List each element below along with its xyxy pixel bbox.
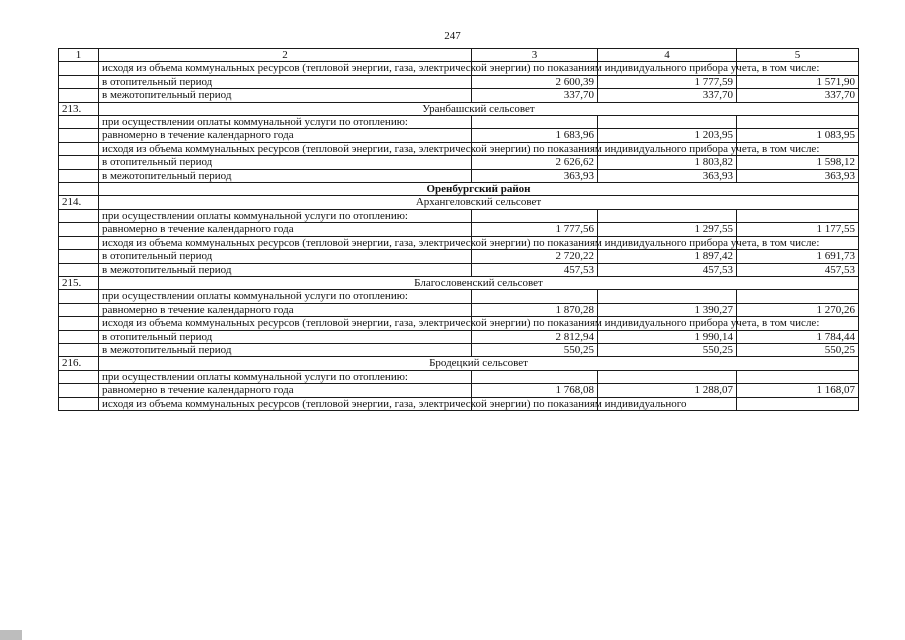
section-index: 216. [59,357,99,370]
index-cell [59,384,99,397]
tariff-table [58,48,859,411]
row-label: исходя из объема коммунальных ресурсов (тепловой энергии, газа, электрической энергии) по показаниям индивидуального прибора учета, в том числе: [99,142,472,155]
table-row [59,384,859,397]
value-col-3 [472,290,598,303]
section-row [59,276,859,289]
index-cell [59,397,99,410]
index-cell [59,317,99,330]
row-label: исходя из объема коммунальных ресурсов (тепловой энергии, газа, электрической энергии) по показаниям индивидуального [99,397,472,410]
value-col-5: 1 571,90 [737,75,859,88]
value-col-4: 550,25 [598,343,737,356]
table-row [59,142,859,155]
index-cell [59,263,99,276]
header-cell-2: 2 [99,49,472,62]
value-col-3: 1 777,56 [472,223,598,236]
value-col-5: 1 177,55 [737,223,859,236]
value-col-5: 337,70 [737,89,859,102]
table-row [59,169,859,182]
section-row [59,102,859,115]
table-row [59,209,859,222]
table-row [59,236,859,249]
value-col-3: 2 812,94 [472,330,598,343]
index-cell [59,209,99,222]
row-label: в межотопительный период [99,343,472,356]
row-label: равномерно в течение календарного года [99,129,472,142]
value-col-3: 1 870,28 [472,303,598,316]
value-col-4: 1 990,14 [598,330,737,343]
value-col-3: 2 720,22 [472,250,598,263]
row-label: в отопительный период [99,330,472,343]
index-cell [59,290,99,303]
section-index: 213. [59,102,99,115]
value-col-3: 337,70 [472,89,598,102]
row-label: при осуществлении оплаты коммунальной услуги по отоплению: [99,116,472,129]
index-cell [59,89,99,102]
value-col-4: 457,53 [598,263,737,276]
value-col-5: 1 691,73 [737,250,859,263]
value-col-3 [472,116,598,129]
index-cell [59,156,99,169]
value-col-4: 1 288,07 [598,384,737,397]
page-number: 247 [444,30,461,42]
index-cell [59,142,99,155]
value-col-3: 1 683,96 [472,129,598,142]
value-col-3: 2 600,39 [472,75,598,88]
value-col-3: 2 626,62 [472,156,598,169]
value-col-5: 1 270,26 [737,303,859,316]
table-row [59,303,859,316]
row-label: в межотопительный период [99,89,472,102]
index-cell [59,370,99,383]
value-col-5 [737,370,859,383]
table-row [59,370,859,383]
table-row [59,317,859,330]
header-cell-5: 5 [737,49,859,62]
value-col-5: 363,93 [737,169,859,182]
value-col-3: 363,93 [472,169,598,182]
value-col-4: 363,93 [598,169,737,182]
index-cell [59,250,99,263]
value-col-5: 1 168,07 [737,384,859,397]
district-row [59,183,859,196]
index-cell [59,343,99,356]
value-col-3: 550,25 [472,343,598,356]
section-title: Уранбашский сельсовет [99,102,859,115]
value-col-4: 1 897,42 [598,250,737,263]
table-row [59,156,859,169]
section-index: 214. [59,196,99,209]
table-row [59,89,859,102]
header-cell-1: 1 [59,49,99,62]
table-row [59,343,859,356]
value-col-4: 1 803,82 [598,156,737,169]
row-label: при осуществлении оплаты коммунальной услуги по отоплению: [99,370,472,383]
index-cell [59,223,99,236]
row-label: исходя из объема коммунальных ресурсов (тепловой энергии, газа, электрической энергии) по показаниям индивидуального прибора учета, в том числе: [99,62,472,75]
value-col-5: 457,53 [737,263,859,276]
value-col-4 [598,116,737,129]
row-label: равномерно в течение календарного года [99,384,472,397]
section-title: Благословенский сельсовет [99,276,859,289]
table-row [59,290,859,303]
index-cell [59,75,99,88]
table-row [59,129,859,142]
header-cell-4: 4 [598,49,737,62]
value-col-4 [598,370,737,383]
index-cell [59,116,99,129]
row-label: в отопительный период [99,75,472,88]
district-index-cell [59,183,99,196]
index-cell [59,169,99,182]
index-cell [59,303,99,316]
table-row [59,116,859,129]
value-col-5: 550,25 [737,343,859,356]
row-label: исходя из объема коммунальных ресурсов (тепловой энергии, газа, электрической энергии) по показаниям индивидуального прибора учета, в том числе: [99,236,472,249]
section-row [59,196,859,209]
row-label: исходя из объема коммунальных ресурсов (тепловой энергии, газа, электрической энергии) по показаниям индивидуального прибора учета, в том числе: [99,317,472,330]
value-col-4: 1 203,95 [598,129,737,142]
value-col-5: 1 598,12 [737,156,859,169]
row-label: в межотопительный период [99,169,472,182]
row-label: в межотопительный период [99,263,472,276]
scan-artifact [0,630,22,640]
header-cell-3: 3 [472,49,598,62]
value-col-5: 1 784,44 [737,330,859,343]
value-col-5 [737,290,859,303]
value-col-5: 1 083,95 [737,129,859,142]
table-row [59,330,859,343]
district-title: Оренбургский район [99,183,859,196]
value-col-3 [472,370,598,383]
index-cell [59,330,99,343]
table-row [59,62,859,75]
row-label: равномерно в течение календарного года [99,303,472,316]
row-label: в отопительный период [99,156,472,169]
value-col-4: 1 777,59 [598,75,737,88]
row-label: в отопительный период [99,250,472,263]
section-title: Бродецкий сельсовет [99,357,859,370]
value-col-4: 337,70 [598,89,737,102]
value-col-4: 1 390,27 [598,303,737,316]
row-label: равномерно в течение календарного года [99,223,472,236]
value-col-3: 457,53 [472,263,598,276]
table-row [59,263,859,276]
value-col-5 [737,209,859,222]
row-label: при осуществлении оплаты коммунальной услуги по отоплению: [99,209,472,222]
index-cell [59,129,99,142]
header-row [59,49,859,62]
section-row [59,357,859,370]
value-col-4 [598,209,737,222]
value-col-4: 1 297,55 [598,223,737,236]
index-cell [59,236,99,249]
row-label: при осуществлении оплаты коммунальной услуги по отоплению: [99,290,472,303]
value-col-4 [598,290,737,303]
value-col-3 [472,209,598,222]
table-row [59,223,859,236]
index-cell [59,62,99,75]
section-title: Архангеловский сельсовет [99,196,859,209]
value-col-5 [737,397,859,410]
value-col-3: 1 768,08 [472,384,598,397]
table-row [59,75,859,88]
table-row [59,250,859,263]
table-row [59,397,859,410]
section-index: 215. [59,276,99,289]
value-col-5 [737,116,859,129]
